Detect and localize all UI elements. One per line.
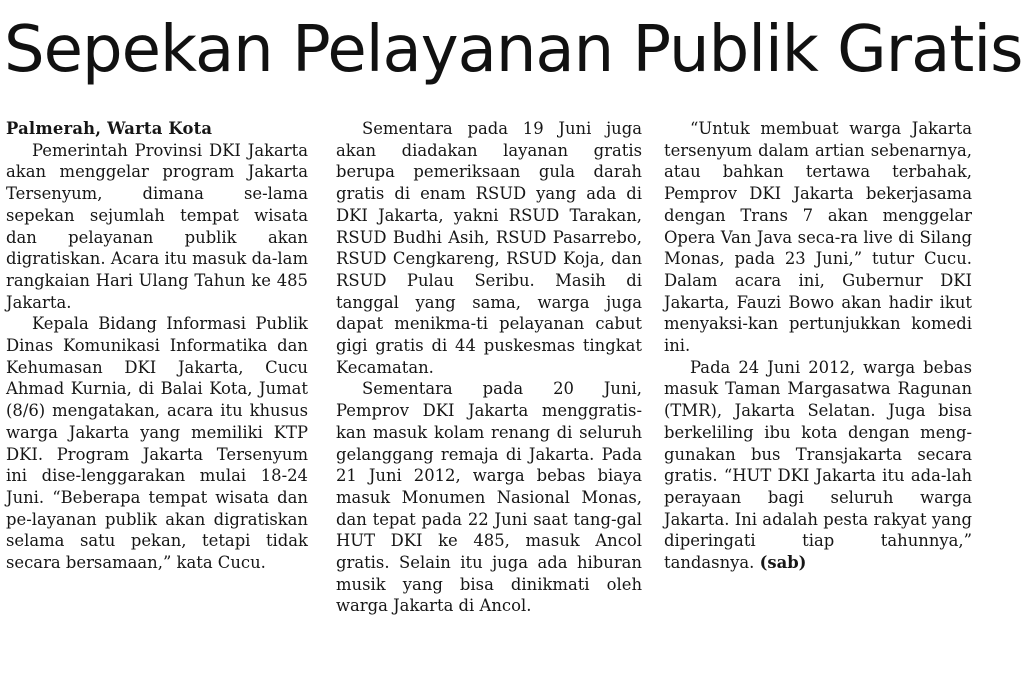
headline: Sepekan Pelayanan Publik Gratis bbox=[4, 13, 1023, 87]
author-credit: (sab) bbox=[759, 553, 807, 573]
paragraph-1: Pemerintah Provinsi DKI Jakarta akan menggelar program Jakarta Tersenyum, dimana se-lama sepekan sejumlah tempat wisata dan pelayanan publik akan digratiskan. Acara itu masuk da-lam rangkaian Hari Ulang Tahun ke 485 Jakarta. bbox=[6, 140, 308, 312]
column-2 bbox=[336, 118, 642, 617]
paragraph-2: Kepala Bidang Informasi Publik Dinas Komunikasi Informatika dan Kehumasan DKI Jakarta, Cucu Ahmad Kurnia, di Balai Kota, Jumat (8/6) mengatakan, acara itu khusus warga Jakarta yang memiliki KTP DKI. Program Jakarta Tersenyum ini dise-lenggarakan mulai 18-24 Juni. “Beberapa tempat wisata dan pe-layanan publik akan digratiskan selama satu pekan, tetapi tidak secara bersamaan,” kata Cucu. bbox=[6, 314, 308, 573]
paragraph-6-text: Pada 24 Juni 2012, warga bebas masuk Taman Margasatwa Ragunan (TMR), Jakarta Selatan. Juga bisa berkeliling ibu kota dengan meng-gunakan bus Transjakarta secara gratis. “HUT DKI Jakarta itu ada-lah perayaan bagi seluruh warga Jakarta. Ini adalah pesta rakyat yang diperingati tiap tahunnya,” tandasnya. bbox=[664, 357, 972, 573]
paragraph-5: “Untuk membuat warga Jakarta tersenyum dalam artian sebenarnya, atau bahkan tertawa terbahak, Pemprov DKI Jakarta bekerjasama dengan Trans 7 akan menggelar Opera Van Java seca-ra live di Silang Monas, pada 23 Juni,” tutur Cucu. Dalam acara ini, Gubernur DKI Jakarta, Fauzi Bowo akan hadir ikut menyaksi-kan pertunjukkan komedi ini. bbox=[664, 119, 972, 356]
byline: Palmerah, Warta Kota bbox=[6, 119, 213, 138]
column-3 bbox=[664, 118, 972, 574]
paragraph-4: Sementara pada 20 Juni, Pemprov DKI Jakarta menggratis-kan masuk kolam renang di seluruh gelanggang remaja di Jakarta. Pada 21 Juni 2012, warga bebas biaya masuk Monumen Nasional Monas, dan tepat pada 22 Juni saat tang-gal HUT DKI ke 485, masuk Ancol gratis. Selain itu juga ada hiburan musik yang bisa dinikmati oleh warga Jakarta di Ancol. bbox=[336, 379, 642, 616]
paragraph-6 bbox=[664, 357, 972, 574]
column-1 bbox=[6, 118, 308, 574]
paragraph-3: Sementara pada 19 Juni juga akan diadakan layanan gratis berupa pemeriksaan gula darah gratis di enam RSUD yang ada di DKI Jakarta, yakni RSUD Tarakan, RSUD Budhi Asih, RSUD Pasarrebo, RSUD Cengkareng, RSUD Koja, dan RSUD Pulau Seribu. Masih di tanggal yang sama, warga juga dapat menikma-ti pelayanan cabut gigi gratis di 44 puskesmas tingkat Kecamatan. bbox=[336, 119, 642, 377]
